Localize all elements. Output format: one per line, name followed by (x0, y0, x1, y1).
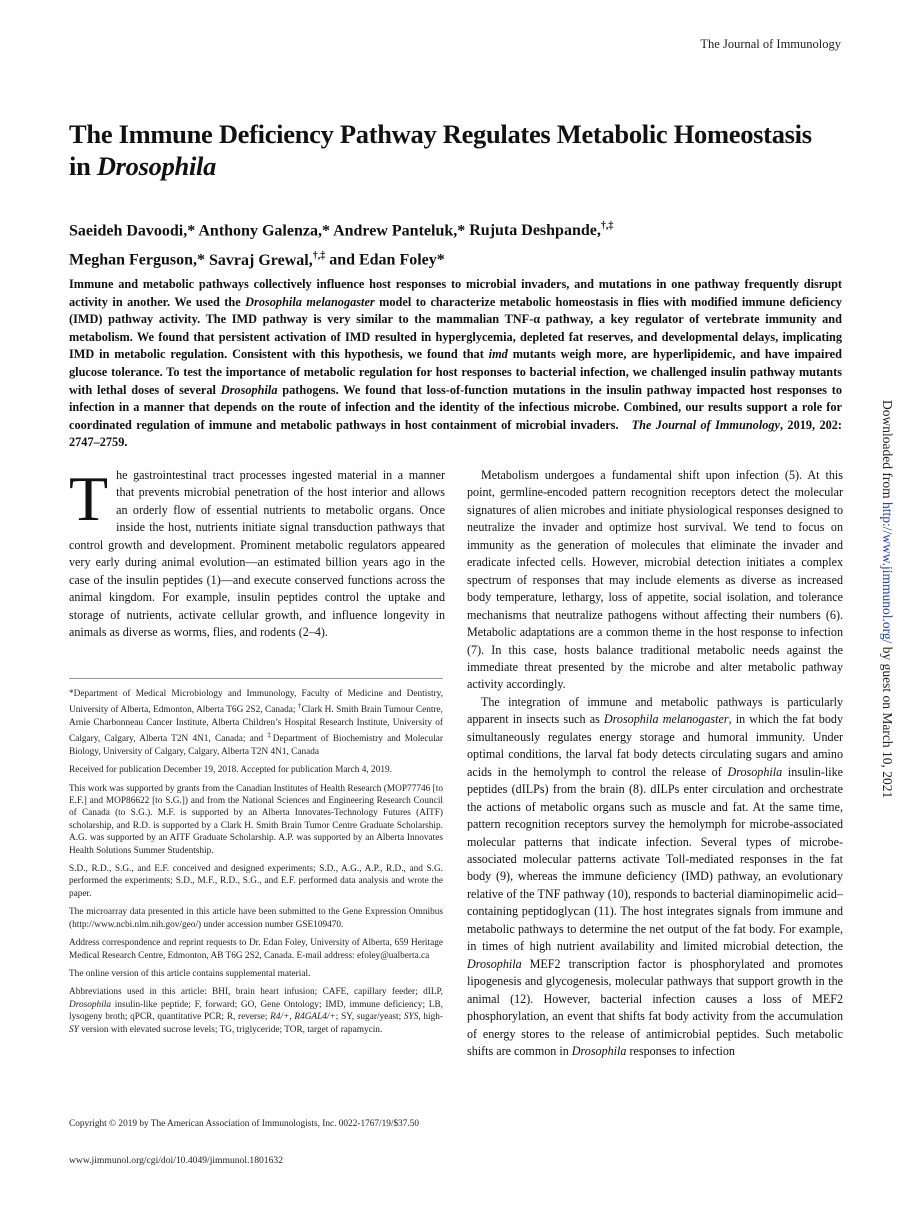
contributions-note: S.D., R.D., S.G., and E.F. conceived and designed experiments; S.D., A.G., A.P., R.D., and S.G. performed the experiments; S.D., M.F., R.D., S.G., and E.F. performed data analysis and wrote the paper. (69, 864, 443, 899)
intro-paragraph: The gastrointestinal tract processes ingested material in a manner that prevents microbial penetration of the host interior and allows an orderly flow of essential nutrients to metabolic organs. Once inside the host, nutrients initiate signal transduction pathways that control growth and development. Prominent metabolic regulators appeared very early during animal evolution—an estimated billion years ago in the case of the insulin peptides (1)—and execute conserved functions across the animal kingdom. For example, insulin peptides control the uptake and storage of nutrients, activate cellular growth, and influence longevity in animals as diverse as worms, flies, and rodents (2–4). (69, 463, 445, 640)
received-dates: Received for publication December 19, 2018. Accepted for publication March 4, 2019. (69, 765, 392, 776)
author: Meghan Ferguson,* (69, 251, 205, 269)
body-paragraph: The integration of immune and metabolic pathways is particularly apparent in insects such as Drosophila melanogaster, in which the fat body simultaneously regulates energy storage and humoral immunity. Under optimal conditions, the larval fat body detects circulating sugars and amino acids in the hemolymph to control the release of Drosophila insulin-like peptides (dILPs) from the brain (8). dILPs enter circulation and orchestrate the actions of metabolic organs such as muscle and fat. At the same time, pattern recognition receptors survey the hemolymph for microbe-associated molecular patterns that indicate infection. Several types of microbe-associated molecular patterns activate Toll-mediated responses in the fat body (9), whereas the immune deficiency (IMD) pathway, an evolutionary relative of the TNF pathway (10), responds to bacterial diaminopimelic acid–containing peptidoglycan (11). The host integrates signals from immune and metabolic pathways to determine the net output of the fat body. For example, in times of high nutrient availability and limited microbial detection, the Drosophila MEF2 transcription factor is phosphorylated and promotes lipogenesis and glycogenesis, molecular pathways that support growth in the animal (12). However, bacterial infection causes a loss of MEF2 phosphorylation, an event that shifts fat body activity from the accumulation of energy stores to the release of antimicrobial peptides. Such metabolic shifts are common in Drosophila responses to infection (467, 694, 843, 1058)
citation-journal: The Journal of Immunology (631, 417, 780, 432)
title-italic: Drosophila (96, 151, 217, 181)
author: Rujuta Deshpande,†,‡ (469, 221, 614, 240)
author: Saeideh Davoodi,* (69, 222, 196, 240)
article-title (69, 118, 829, 182)
data-availability-note: The microarray data presented in this article have been submitted to the Gene Expression Omnibus (http://www.ncbi.nlm.nih.gov/geo/) under accession number GSE109470. (69, 907, 443, 930)
author: Savraj Grewal,†,‡ (209, 250, 326, 269)
affiliations: *Department of Medical Microbiology and Immunology, Faculty of Medicine and Dentistry, University of Alberta, Edmonton, Alberta T6G 2S2, Canada; †Clark H. Smith Brain Tumour Centre, Arnie Charbonneau Cancer Institute, Alberta Children’s Hospital Research Institute, University of Calgary, Calgary, Alberta T2N 4N1, Canada; and ‡Department of Biochemistry and Molecular Biology, University of Calgary, Calgary, Alberta T2N 4N1, Canada (69, 689, 443, 757)
footnotes (69, 688, 443, 1042)
correspondence-note: Address correspondence and reprint requests to Dr. Edan Foley, University of Alberta, 659 Heritage Medical Research Centre, Edmonton, AB T6G 2S2, Canada. E-mail address: efoley@ualberta.ca (69, 938, 443, 961)
author: Anthony Galenza,* (198, 222, 330, 240)
doi-link[interactable]: www.jimmunol.org/cgi/doi/10.4049/jimmunol.1801632 (69, 1155, 283, 1166)
journal-site-link[interactable]: http://www.jimmunol.org/ (880, 501, 895, 644)
download-watermark: Downloaded from http://www.jimmunol.org/ by guest on March 10, 2021 (880, 400, 895, 799)
author: and Edan Foley* (329, 251, 445, 269)
running-head-journal: The Journal of Immunology (700, 37, 841, 51)
author-list (69, 214, 829, 273)
abstract: Immune and metabolic pathways collectively influence host responses to microbial invaders, and mutations in one pathway frequently disrupt activity in another. We used the Drosophila melanogaster model to characterize metabolic homeostasis in flies with modified immune deficiency (IMD) pathway activity. The IMD pathway is very similar to the mammalian TNF-α pathway, a key regulator of vertebrate immunity and metabolism. We found that persistent activation of IMD resulted in hyperglycemia, depleted fat reserves, and developmental delays, implicating IMD in metabolic regulation. Consistent with this hypothesis, we found that imd mutants weigh more, are hyperlipidemic, and have impaired glucose tolerance. To test the importance of metabolic regulation for host responses to bacterial infection, we challenged insulin pathway mutants with lethal doses of several Drosophila pathogens. We found that loss-of-function mutations in the insulin pathway impacted host responses to infection in a manner that depends on the route of infection and the identity of the infectious microbe. Combined, our results support a role for coordinated regulation of immune and metabolic pathways in host containment of microbial invaders. The Journal of Immunology, 2019, 202: 2747–2759. (69, 277, 843, 450)
abbreviations-note: Abbreviations used in this article: BHI, brain heart infusion; CAFE, capillary feeder; dILP, Drosophila insulin-like peptide; F, forward; GO, Gene Ontology; IMD, immune deficiency; LB, lysogeny broth; qPCR, quantitative PCR; R, reverse; R4/+, R4GAL4/+; SY, sugar/yeast; SYS, high-SY version with elevated sucrose levels; TG, triglyceride; TOR, target of rapamycin. (69, 987, 443, 1035)
footnote-divider (69, 678, 443, 679)
copyright-line: Copyright © 2019 by The American Association of Immunologists, Inc. 0022-1767/19/$37.50 (69, 1119, 420, 1129)
body-column-right (467, 467, 843, 1060)
supplemental-note: The online version of this article contains supplemental material. (69, 968, 311, 979)
author: Andrew Panteluk,* (333, 222, 466, 240)
funding-note: This work was supported by grants from the Canadian Institutes of Health Research (MOP77746 [to E.F.] and MOP86622 [to S.G.]) and from the National Sciences and Engineering Research Council of Canada (to S.G.). M.F. is supported by an Alberta Innovates-Technology Futures (AITF) scholarship, and R.D. is supported by a Clark H. Smith Brain Tumor Centre Graduate Scholarship. A.G. was supported by an AITF Graduate Scholarship. A.P. was supported by an Alberta Innovates Health Solutions Summer Studentship. (69, 783, 443, 856)
citation-details: , 2019, 202: 2747–2759. (69, 417, 842, 450)
drop-cap: T (69, 463, 109, 534)
title-text: The Immune Deficiency Pathway Regulates Metabolic Homeostasis in (69, 119, 812, 181)
body-column-left (69, 463, 445, 642)
body-paragraph: Metabolism undergoes a fundamental shift upon infection (5). At this point, germline-encoded pattern recognition receptors detect the molecular signatures of alien microbes and initiate physiological responses designed to neutralize the invader and optimize host survival. We tend to focus on immunity as the generation of molecules that eliminate the invader and eradicate infected cells. However, microbial detection initiates a complex spectrum of responses that may include elements as diverse as increased body temperature, lethargy, loss of appetite, social isolation, and tolerance mechanisms that neutralize pathogens without affecting their numbers (6). Metabolic adaptations are a common theme in the host response to infection (7). In this case, hosts balance traditional metabolic needs against the immediate threat presented by the microbe and alter metabolic pathway activity accordingly. (467, 468, 843, 692)
